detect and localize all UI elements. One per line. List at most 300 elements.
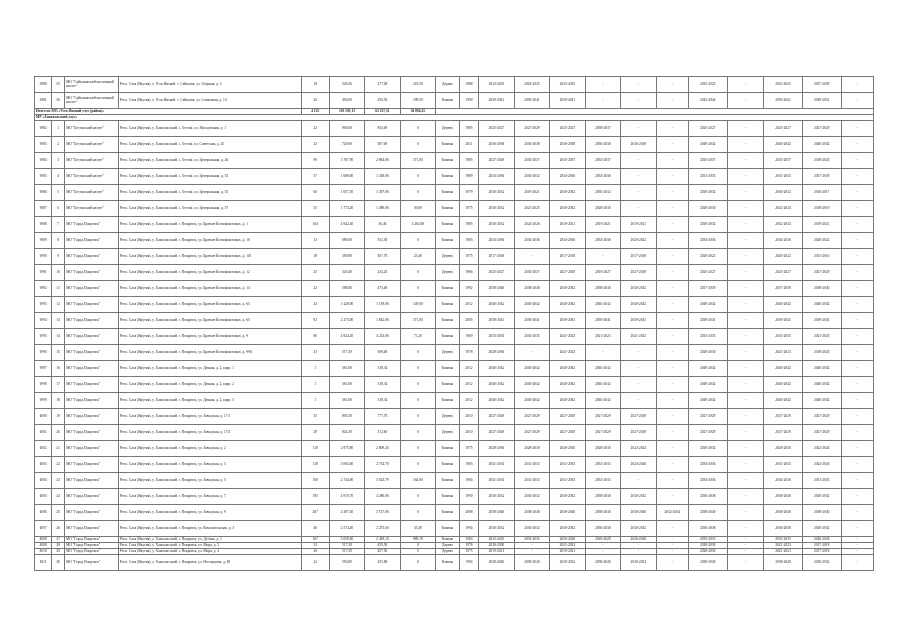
- table-cell: -: [841, 393, 873, 409]
- table-cell: -: [585, 549, 620, 555]
- table-cell: 2028-2030: [688, 345, 727, 361]
- table-cell: 2017-2018: [550, 249, 585, 265]
- table-cell: -: [656, 93, 688, 109]
- table-cell: -: [841, 521, 873, 537]
- table-cell: 2017-2018: [479, 249, 514, 265]
- table-cell: 2037-2039: [802, 77, 841, 93]
- table-cell: 2036-2038: [514, 137, 549, 153]
- table-cell: 2034-2036: [514, 233, 549, 249]
- table-cell: 4004: [35, 473, 52, 489]
- table-cell: 2034-2036: [479, 233, 514, 249]
- table-cell: МО "Бестяхский наслег": [65, 201, 119, 217]
- table-cell: -: [727, 473, 764, 489]
- table-cell: 1984: [459, 473, 478, 489]
- table-cell: 2021-2023: [550, 543, 585, 549]
- table-cell: 23: [52, 473, 65, 489]
- table-cell: 2030-2032: [621, 281, 656, 297]
- table-cell: Камень: [436, 377, 460, 393]
- table-cell: -: [514, 543, 549, 549]
- table-cell: 57: [301, 169, 329, 185]
- table-cell: МО "Бестяхский наслег": [65, 153, 119, 169]
- table-cell: Дерево: [436, 77, 460, 93]
- table-cell: -: [727, 393, 764, 409]
- table-cell: -: [727, 77, 764, 93]
- table-cell: Дерево: [436, 121, 460, 137]
- table-cell: 28: [52, 543, 65, 549]
- table-cell: -: [727, 185, 764, 201]
- table-cell: 2018-2020: [802, 345, 841, 361]
- table-cell: 2038-2040: [514, 555, 549, 571]
- table-cell: 4001: [35, 425, 52, 441]
- table-cell: 149,00: [400, 297, 435, 313]
- table-cell: -: [841, 345, 873, 361]
- table-cell: 3 023,79: [365, 473, 400, 489]
- table-cell: МО "Город Покровск": [65, 473, 119, 489]
- table-cell: 2031-2033: [802, 473, 841, 489]
- table-cell: 2030-2032: [802, 521, 841, 537]
- table-cell: 2040-2042: [764, 377, 803, 393]
- table-cell: -: [621, 543, 656, 549]
- table-cell: 2034-2036: [688, 233, 727, 249]
- table-cell: 1 688,60: [329, 169, 364, 185]
- table-cell: 2028-2030: [550, 441, 585, 457]
- table-cell: 1 489,00: [365, 201, 400, 217]
- table-cell: -: [841, 121, 873, 137]
- table-cell: 2024-2026: [621, 457, 656, 473]
- table-cell: 2040-2042: [688, 297, 727, 313]
- table-cell: 0: [400, 409, 435, 425]
- table-cell: 2024-2026: [802, 457, 841, 473]
- table-cell: -: [656, 153, 688, 169]
- table-cell: 21: [52, 441, 65, 457]
- table-cell: 2 449,10: [365, 537, 400, 543]
- table-cell: 8: [52, 233, 65, 249]
- table-cell: 0: [400, 169, 435, 185]
- table-cell: Камень: [436, 185, 460, 201]
- table-cell: 19: [52, 409, 65, 425]
- table-cell: 195: [301, 489, 329, 505]
- table-cell: 4 282,60: [400, 217, 435, 233]
- table-cell: Камень: [436, 473, 460, 489]
- table-cell: 2030-2032: [585, 185, 620, 201]
- table-cell: 2028-2030: [764, 441, 803, 457]
- table-cell: 2033-2035: [688, 329, 727, 345]
- table-cell: 2 809,20: [365, 441, 400, 457]
- table-cell: -: [621, 185, 656, 201]
- table-cell: 517,30: [329, 345, 364, 361]
- table-cell: 2027-2029: [621, 425, 656, 441]
- table-cell: -: [656, 297, 688, 313]
- table-cell: 2030-2032: [688, 217, 727, 233]
- table-cell: 2030-2032: [479, 217, 514, 233]
- table-cell: 35,30: [400, 521, 435, 537]
- table-cell: 2040-2042: [764, 361, 803, 377]
- table-cell: 0: [400, 121, 435, 137]
- table-cell: Дерево: [436, 265, 460, 281]
- table-cell: 18: [301, 77, 329, 93]
- table-cell: 2040-2042: [764, 393, 803, 409]
- table-cell: 2040-2042: [585, 297, 620, 313]
- table-cell: 2030-2032: [621, 489, 656, 505]
- table-cell: -: [514, 549, 549, 555]
- table-cell: 118: [301, 457, 329, 473]
- table-row: [35, 393, 874, 409]
- table-cell: 164,00: [400, 473, 435, 489]
- table-cell: 2027-2029: [479, 409, 514, 425]
- table-cell: 3988: [35, 217, 52, 233]
- table-cell: 900,00: [329, 121, 364, 137]
- table-cell: -: [727, 313, 764, 329]
- table-cell: 2031-2033: [550, 457, 585, 473]
- table-cell: 2036-2038: [764, 521, 803, 537]
- table-cell: 2036-2038: [621, 137, 656, 153]
- table-cell: 2005: [459, 313, 478, 329]
- table-cell: -: [841, 313, 873, 329]
- table-cell: 359,80: [329, 249, 364, 265]
- table-cell: 2030-2032: [514, 169, 549, 185]
- table-cell: Камень: [436, 313, 460, 329]
- table-cell: МО "Город Покровск": [65, 361, 119, 377]
- table-cell: 0: [400, 233, 435, 249]
- table-cell: 320,40: [329, 265, 364, 281]
- table-cell: -: [656, 137, 688, 153]
- subtotal-value-cell: 119 195,13: [329, 109, 364, 115]
- table-cell: 2036-2038: [550, 137, 585, 153]
- table-cell: 473,40: [365, 281, 400, 297]
- table-cell: 2031-2033: [514, 473, 549, 489]
- table-cell: 2035-2037: [550, 153, 585, 169]
- table-cell: 26: [301, 549, 329, 555]
- table-cell: 689,00: [329, 233, 364, 249]
- table-cell: Респ. Саха (Якутия), у. Хангаласский, г. Покровск, ул. Мира, д. 2: [118, 543, 301, 549]
- table-cell: 0: [400, 393, 435, 409]
- table-cell: 2028-2030: [688, 201, 727, 217]
- table-cell: -: [585, 543, 620, 549]
- table-cell: -: [656, 233, 688, 249]
- table-row: [35, 473, 874, 489]
- table-cell: Камень: [436, 153, 460, 169]
- table-cell: 207: [301, 505, 329, 521]
- table-cell: -: [621, 169, 656, 185]
- table-cell: -: [841, 377, 873, 393]
- table-cell: 36,40: [365, 217, 400, 233]
- table-cell: 13: [52, 313, 65, 329]
- table-cell: Респ. Саха (Якутия), у. Хангаласский, г. Покровск, ул. Братьев Ксенофонтовых, д. 9: [118, 329, 301, 345]
- table-cell: 2 864,00: [365, 153, 400, 169]
- table-cell: Камень: [436, 555, 460, 571]
- table-cell: 23,40: [400, 249, 435, 265]
- table-cell: 2030-2032: [479, 201, 514, 217]
- table-cell: МО "Город Покровск": [65, 555, 119, 571]
- table-cell: 25: [301, 265, 329, 281]
- table-cell: 2040-2042: [585, 377, 620, 393]
- table-cell: -: [514, 249, 549, 265]
- table-cell: 552,30: [365, 233, 400, 249]
- table-cell: 588,80: [329, 281, 364, 297]
- table-cell: -: [727, 537, 764, 543]
- table-cell: Респ. Саха (Якутия), у. Хангаласский, г. Покровск, ул. Заводская, д. 7: [118, 489, 301, 505]
- table-cell: 2 975,80: [329, 441, 364, 457]
- table-cell: -: [841, 409, 873, 425]
- table-cell: 2016-2017: [802, 185, 841, 201]
- table-cell: 1989: [459, 169, 478, 185]
- table-cell: 2027-2029: [688, 425, 727, 441]
- table-cell: 2033-2035: [514, 329, 549, 345]
- table-cell: 2023-2025: [514, 201, 549, 217]
- table-cell: МО "Город Покровск": [65, 281, 119, 297]
- table-cell: 2040-2042: [802, 377, 841, 393]
- table-cell: 2032-2034: [656, 505, 688, 521]
- table-cell: Респ. Саха (Якутия), у. Хангаласский, г. Покровск, ул. Братьев Ксенофонтовых, д. 65: [118, 313, 301, 329]
- table-cell: 33: [301, 543, 329, 549]
- table-cell: -: [727, 169, 764, 185]
- table-cell: 1990: [459, 489, 478, 505]
- table-cell: 2019-2021: [585, 217, 620, 233]
- table-cell: 2028-2030: [479, 441, 514, 457]
- table-cell: -: [727, 297, 764, 313]
- table-cell: Камень: [436, 361, 460, 377]
- table-cell: -: [727, 329, 764, 345]
- table-cell: 2034-2036: [550, 169, 585, 185]
- table-cell: 2040-2042: [550, 297, 585, 313]
- subtotal-value-cell: 63 517,51: [365, 109, 400, 115]
- table-cell: 7: [52, 217, 65, 233]
- table-cell: 4 233,80: [365, 329, 400, 345]
- table-cell: 2034-2036: [479, 169, 514, 185]
- table-cell: 2027-2029: [688, 409, 727, 425]
- table-cell: -: [727, 409, 764, 425]
- table-cell: 2026-2028: [802, 537, 841, 543]
- table-cell: 2020-2022: [764, 249, 803, 265]
- table-cell: Дерево: [436, 425, 460, 441]
- table-cell: 2033-2035: [514, 537, 549, 543]
- table-cell: 0: [400, 505, 435, 521]
- table-cell: 2040-2042: [514, 393, 549, 409]
- table-cell: 2039-2041: [585, 313, 620, 329]
- table-cell: 3991: [35, 265, 52, 281]
- table-cell: Респ. Саха (Якутия), у. Хангаласский, с. Бестях, ул. Молодежная, д. 1: [118, 121, 301, 137]
- table-cell: -: [621, 153, 656, 169]
- table-cell: 2035-2035: [688, 537, 727, 543]
- table-cell: 5: [52, 185, 65, 201]
- table-cell: Камень: [436, 537, 460, 543]
- table-cell: 3997: [35, 361, 52, 377]
- table-cell: 318,34: [365, 361, 400, 377]
- table-cell: 2039-2041: [764, 313, 803, 329]
- table-cell: 2036-2038: [585, 137, 620, 153]
- table-cell: -: [621, 377, 656, 393]
- table-cell: 2038-2040: [802, 281, 841, 297]
- table-cell: 2030-2032: [550, 201, 585, 217]
- table-cell: Респ. Саха (Якутия), у. Хангаласский, г. Покровск, ул. Дугина, д. 1: [118, 537, 301, 543]
- table-row: [35, 555, 874, 571]
- table-cell: Камень: [436, 201, 460, 217]
- table-cell: Камень: [436, 393, 460, 409]
- table-cell: 2040-2042: [514, 377, 549, 393]
- table-cell: 1966: [459, 265, 478, 281]
- table-cell: 2038-2040: [802, 505, 841, 521]
- table-cell: 3983: [35, 137, 52, 153]
- table-cell: 2023-2025: [514, 77, 549, 93]
- table-cell: 2037-2039: [688, 281, 727, 297]
- table-cell: МО "Бестяхский наслег": [65, 185, 119, 201]
- table-cell: 1985: [459, 217, 478, 233]
- table-cell: 39,00: [400, 201, 435, 217]
- table-cell: 3998: [35, 377, 52, 393]
- table-cell: 2030-2032: [621, 555, 656, 571]
- table-cell: 2039-2041: [479, 313, 514, 329]
- table-cell: -: [656, 549, 688, 555]
- table-cell: 2034-2036: [585, 169, 620, 185]
- table-cell: 1975: [459, 201, 478, 217]
- table-cell: Респ. Саха (Якутия), у. Хангаласский, с. Бестях, ул. Центральная, д. 53: [118, 169, 301, 185]
- table-cell: 110: [301, 441, 329, 457]
- table-cell: 2038-2037: [585, 121, 620, 137]
- table-cell: Камень: [436, 505, 460, 521]
- table-cell: Респ. Саха (Якутия), у. Усть-Янский, с. Сайылык, ул. Озерная, д. 3: [118, 77, 301, 93]
- table-cell: 2019-2021: [550, 549, 585, 555]
- table-row: [35, 329, 874, 345]
- table-cell: Респ. Саха (Якутия), у. Хангаласский, с. Бестях, ул. Центральная, д. 26: [118, 153, 301, 169]
- table-cell: 2040-2042: [802, 297, 841, 313]
- table-cell: 2027-2029: [550, 425, 585, 441]
- table-cell: 2018-2020: [802, 153, 841, 169]
- table-cell: 22: [301, 555, 329, 571]
- table-cell: 2021-2023: [802, 329, 841, 345]
- table-cell: Респ. Саха (Якутия), у. Хангаласский, с. Бестях, ул. Центральная, д. 57: [118, 201, 301, 217]
- table-cell: 2040-2042: [550, 393, 585, 409]
- table-cell: 6: [52, 201, 65, 217]
- table-cell: 2042-2044: [688, 93, 727, 109]
- table-cell: 2 273,00: [329, 313, 364, 329]
- table-cell: 2039-2041: [764, 93, 803, 109]
- table-row: [35, 233, 874, 249]
- table-cell: 2013-2016: [802, 249, 841, 265]
- table-cell: 1985: [459, 121, 478, 137]
- table-cell: 2019-2021: [621, 217, 656, 233]
- table-cell: 2 574,40: [329, 521, 364, 537]
- table-cell: Дерево: [436, 549, 460, 555]
- table-cell: -: [841, 153, 873, 169]
- table-cell: 55: [301, 201, 329, 217]
- table-cell: 2022-2024: [764, 201, 803, 217]
- table-cell: Респ. Саха (Якутия), у. Хангаласский, г. Покровск, ул. Братьев Ксенофонтовых, д. 10: [118, 233, 301, 249]
- table-cell: МО "Бестяхский наслег": [65, 137, 119, 153]
- table-cell: Камень: [436, 329, 460, 345]
- table-cell: 29: [301, 425, 329, 441]
- table-cell: -: [727, 521, 764, 537]
- table-cell: -: [656, 281, 688, 297]
- table-cell: 2040-2042: [688, 361, 727, 377]
- table-cell: 2030-2032: [688, 441, 727, 457]
- table-cell: 2040-2042: [479, 377, 514, 393]
- table-cell: 1983: [459, 233, 478, 249]
- table-cell: 2038-2040: [764, 489, 803, 505]
- table-cell: 4003: [35, 457, 52, 473]
- table-cell: 307,70: [365, 249, 400, 265]
- table-cell: МО "Город Покровск": [65, 489, 119, 505]
- table-cell: 3 058,60: [329, 537, 364, 543]
- table-cell: 2039-2041: [802, 313, 841, 329]
- table-cell: 2039-2041: [514, 93, 549, 109]
- table-cell: 2033-2035: [479, 329, 514, 345]
- table-cell: -: [656, 345, 688, 361]
- table-cell: 2038-2040: [479, 555, 514, 571]
- table-cell: Респ. Саха (Якутия), у. Хангаласский, г. Покровск, ул. Братьев Ксенофонтовых, д. 12: [118, 265, 301, 281]
- table-cell: 56: [52, 93, 65, 109]
- table-row: [35, 521, 874, 537]
- table-cell: 2010: [459, 409, 478, 425]
- table-cell: Дерево: [436, 345, 460, 361]
- table-cell: 29: [52, 549, 65, 555]
- table-cell: 2028-2030: [688, 549, 727, 555]
- table-cell: 2024-2026: [514, 217, 549, 233]
- table-cell: 3999: [35, 393, 52, 409]
- table-cell: 2038-2040: [621, 505, 656, 521]
- table-cell: 0: [400, 489, 435, 505]
- table-cell: -: [585, 77, 620, 93]
- table-body: [35, 77, 874, 571]
- table-cell: 218,50: [400, 77, 435, 93]
- table-cell: 20: [52, 425, 65, 441]
- table-cell: 2031-2033: [764, 169, 803, 185]
- table-cell: 22: [301, 121, 329, 137]
- table-row: [35, 77, 874, 93]
- table-cell: 12: [52, 297, 65, 313]
- table-cell: 27: [52, 537, 65, 543]
- table-row: [35, 265, 874, 281]
- table-cell: 9: [52, 249, 65, 265]
- table-cell: 854,00: [365, 121, 400, 137]
- table-cell: 2040-2042: [585, 393, 620, 409]
- table-cell: 2030-2032: [688, 185, 727, 201]
- table-row: [35, 441, 874, 457]
- table-cell: 2018-2027: [585, 265, 620, 281]
- table-cell: -: [727, 265, 764, 281]
- table-cell: 17: [52, 377, 65, 393]
- table-cell: 0: [400, 137, 435, 153]
- table-cell: -: [727, 377, 764, 393]
- table-cell: -: [841, 473, 873, 489]
- table-cell: 1 842,00: [365, 313, 400, 329]
- table-cell: 2028-2030: [585, 201, 620, 217]
- table-cell: 2038-2040: [764, 505, 803, 521]
- table-cell: -: [621, 93, 656, 109]
- table-cell: -: [841, 169, 873, 185]
- table-cell: 1988: [459, 77, 478, 93]
- table-cell: -: [727, 121, 764, 137]
- table-cell: 2027-2029: [479, 425, 514, 441]
- table-cell: 2040-2042: [514, 297, 549, 313]
- table-cell: 2: [52, 137, 65, 153]
- table-cell: 2038-2040: [585, 555, 620, 571]
- table-cell: -: [727, 361, 764, 377]
- table-cell: 2019-2021: [550, 217, 585, 233]
- table-row: [35, 361, 874, 377]
- table-cell: 889,10: [400, 537, 435, 543]
- table-cell: 0: [400, 185, 435, 201]
- table-cell: 2031-2033: [514, 457, 549, 473]
- table-cell: 2033-2035: [764, 329, 803, 345]
- table-cell: 20: [301, 93, 329, 109]
- table-cell: -: [656, 265, 688, 281]
- table-cell: 372,60: [365, 425, 400, 441]
- table-cell: -: [841, 543, 873, 549]
- table-cell: 2040-2042: [550, 377, 585, 393]
- table-cell: 1: [301, 361, 329, 377]
- table-cell: -: [656, 543, 688, 549]
- table-cell: 14: [52, 329, 65, 345]
